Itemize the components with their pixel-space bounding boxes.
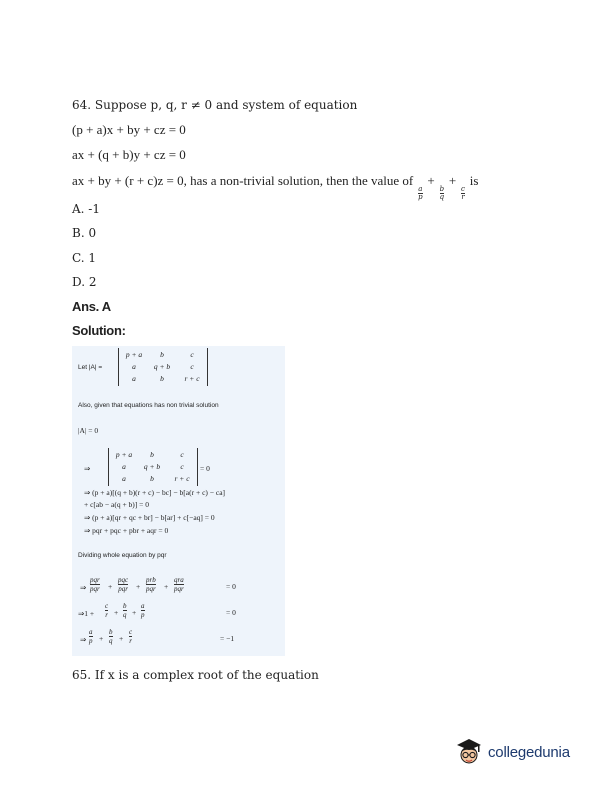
fraction: qra pqr bbox=[174, 576, 184, 593]
matrix-cell: r + c bbox=[174, 474, 190, 483]
plus-sign: + bbox=[136, 582, 141, 591]
option-d: D. 2 bbox=[72, 275, 97, 289]
fraction: b q bbox=[109, 628, 113, 645]
solution-panel bbox=[72, 346, 285, 656]
expansion-line-4: ⇒ pqr + pqc + pbr + aqr = 0 bbox=[84, 526, 169, 535]
matrix-cell: c bbox=[190, 350, 194, 359]
plus-sign: + bbox=[99, 634, 104, 643]
graduate-mascot-icon bbox=[454, 736, 484, 768]
matrix-cell: p + a bbox=[125, 350, 143, 359]
expansion-line-2: + c[ab − a(q + b)] = 0 bbox=[84, 500, 150, 509]
question-stem: 64. Suppose p, q, r ≠ 0 and system of equation bbox=[72, 98, 358, 112]
collegedunia-logo bbox=[454, 736, 570, 768]
logo-text: collegedunia bbox=[488, 743, 570, 761]
fraction-c-over-r: $\frac{c}{r}$ bbox=[461, 185, 465, 201]
plus-sign: + bbox=[108, 582, 113, 591]
answer-label: Ans. A bbox=[72, 299, 111, 314]
given-text: Also, given that equations has non trivial solution bbox=[78, 402, 219, 409]
matrix-cell: b bbox=[160, 350, 164, 359]
matrix-cell: a bbox=[122, 462, 126, 471]
plus-sign: + bbox=[114, 608, 119, 617]
matrix-cell: b bbox=[160, 374, 164, 383]
dividing-text: Dividing whole equation by pqr bbox=[78, 552, 167, 559]
determinant-2 bbox=[108, 448, 198, 486]
det-equals-zero: |A| = 0 bbox=[78, 426, 99, 435]
matrix-cell: a bbox=[122, 474, 126, 483]
implies-arrow: ⇒ bbox=[80, 583, 87, 592]
implies-one-plus: ⇒1 + bbox=[78, 609, 95, 618]
determinant-1 bbox=[118, 348, 208, 386]
equals-neg-one: = −1 bbox=[220, 634, 235, 643]
fraction: c r bbox=[105, 602, 109, 619]
matrix-cell: c bbox=[180, 462, 184, 471]
matrix-cell: r + c bbox=[184, 374, 200, 383]
equals-zero: = 0 bbox=[200, 464, 210, 473]
option-a: A. -1 bbox=[72, 202, 100, 216]
option-b: B. 0 bbox=[72, 226, 97, 240]
fraction-b-over-q: $\frac{b}{q}$ bbox=[439, 185, 445, 201]
matrix-cell: c bbox=[190, 362, 194, 371]
fraction-a-over-p: $\frac{a}{p}$ bbox=[418, 185, 423, 201]
fraction: b q bbox=[123, 602, 127, 619]
fraction: prb pqr bbox=[146, 576, 156, 593]
plus-sign: + bbox=[164, 582, 169, 591]
fraction: pqr pqr bbox=[90, 576, 100, 593]
fraction: a p bbox=[141, 602, 145, 619]
equation-1: (p + a)x + by + cz = 0 bbox=[72, 122, 186, 137]
matrix-cell: p + a bbox=[115, 450, 133, 459]
solution-heading: Solution: bbox=[72, 323, 126, 338]
fraction: pqc pqr bbox=[118, 576, 129, 593]
fraction: c r bbox=[129, 628, 133, 645]
equals-zero: = 0 bbox=[226, 608, 236, 617]
matrix-cell: q + b bbox=[143, 462, 161, 471]
expansion-line-1: ⇒ (p + a)[(q + b)(r + c) − bc] − b[a(r + c) − ca] bbox=[84, 488, 226, 497]
implies-arrow: ⇒ bbox=[80, 635, 87, 644]
question-65-stem: 65. If x is a complex root of the equation bbox=[72, 668, 319, 682]
matrix-cell: q + b bbox=[153, 362, 171, 371]
let-label: Let |A| = bbox=[78, 364, 103, 371]
equals-zero: = 0 bbox=[226, 582, 236, 591]
equation-3: ax + by + (r + c)z = 0, has a non-trivial solution, then the value of $\frac{a}{p}$ + $\frac{b}{q}$ + $\frac{c}{r}$ is bbox=[72, 173, 479, 201]
implies-arrow: ⇒ bbox=[84, 464, 91, 473]
matrix-cell: a bbox=[132, 374, 136, 383]
matrix-cell: b bbox=[150, 450, 154, 459]
matrix-cell: a bbox=[132, 362, 136, 371]
plus-sign: + bbox=[132, 608, 137, 617]
fraction: a p bbox=[89, 628, 93, 645]
option-c: C. 1 bbox=[72, 251, 97, 265]
equation-2: ax + (q + b)y + cz = 0 bbox=[72, 147, 186, 162]
plus-sign: + bbox=[119, 634, 124, 643]
matrix-cell: c bbox=[180, 450, 184, 459]
expansion-line-3: ⇒ (p + a)[qr + qc + br] − b[ar] + c[−aq] = 0 bbox=[84, 513, 215, 522]
matrix-cell: b bbox=[150, 474, 154, 483]
